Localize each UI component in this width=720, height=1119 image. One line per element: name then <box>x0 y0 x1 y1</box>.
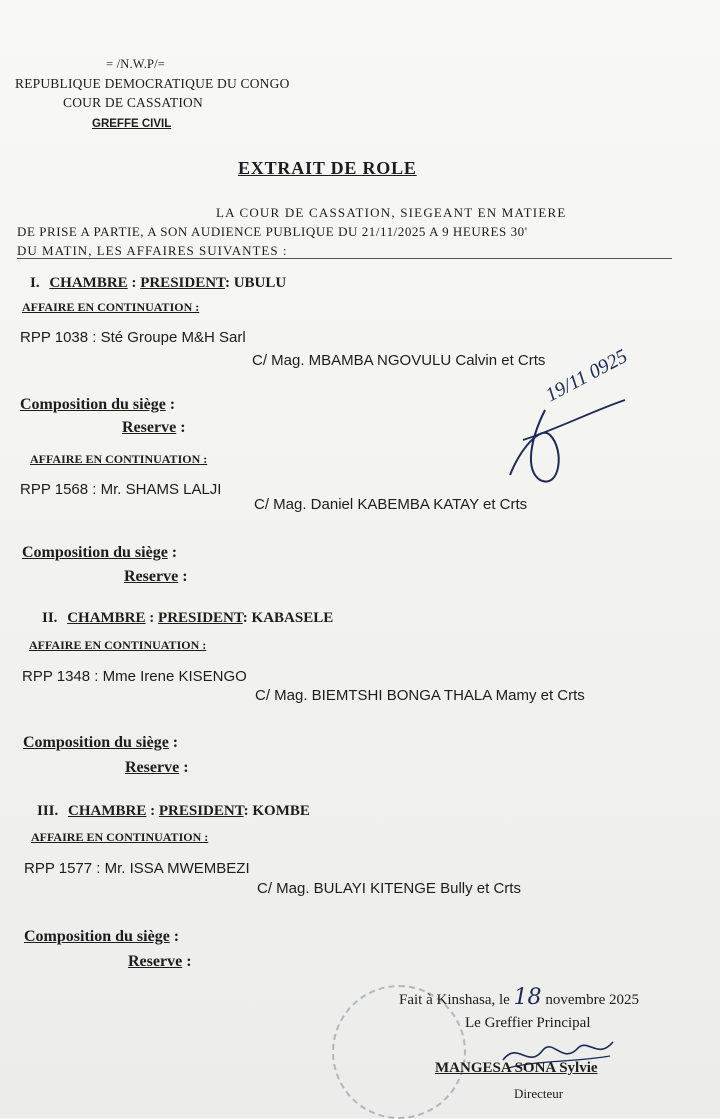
reserve-text: Reserve <box>122 419 177 436</box>
case-rpp: RPP 1568 : Mr. SHAMS LALJI <box>20 481 222 498</box>
intro-line-2: DE PRISE A PARTIE, A SON AUDIENCE PUBLIQUE DU 21/11/2025 A 9 HEURES 30' <box>17 224 528 239</box>
colon: : <box>186 953 192 970</box>
affaire-label: AFFAIRE EN CONTINUATION : <box>31 830 209 844</box>
country-name: REPUBLIQUE DEMOCRATIQUE DU CONGO <box>15 76 290 91</box>
office-name: GREFFE CIVIL <box>92 118 172 130</box>
chamber-numeral: III. <box>37 803 59 819</box>
chamber-heading-3 <box>37 803 310 820</box>
colon: : <box>173 928 180 945</box>
reserve-text: Reserve <box>128 953 183 970</box>
colon: : <box>224 275 230 291</box>
case-rpp: RPP 1348 : Mme Irene KISENGO <box>22 668 247 685</box>
composition-text: Composition du siège <box>23 734 169 751</box>
handwritten-day: 18 <box>513 985 542 1010</box>
colon: : <box>172 734 179 751</box>
case-against: C/ Mag. MBAMBA NGOVULU Calvin et Crts <box>252 352 546 369</box>
intro-line-1: LA COUR DE CASSATION, SIEGEANT EN MATIERE <box>216 205 567 220</box>
court-name: COUR DE CASSATION <box>63 95 203 110</box>
reserve-text: Reserve <box>124 568 179 585</box>
signatory-name: MANGESA SONA Sylvie <box>435 1060 598 1076</box>
composition-label <box>20 396 175 414</box>
reserve-label <box>128 953 192 971</box>
month-year: novembre 2025 <box>545 992 640 1008</box>
chamber-numeral: II. <box>42 610 58 626</box>
president-name: KABASELE <box>251 610 334 626</box>
chamber-label: CHAMBRE <box>67 610 146 626</box>
composition-text: Composition du siège <box>22 544 168 561</box>
reserve-label <box>125 759 189 777</box>
chamber-heading-1 <box>30 275 286 292</box>
president-label: PRESIDENT <box>140 275 225 291</box>
president-label: PRESIDENT <box>158 803 244 819</box>
colon: : <box>149 610 155 626</box>
president-name: KOMBE <box>252 803 310 819</box>
president-name: UBULU <box>233 275 287 291</box>
reserve-text: Reserve <box>125 759 180 776</box>
intro-underline <box>17 258 672 259</box>
initials-date: 19/11 0925 <box>542 345 631 407</box>
reserve-label <box>124 568 188 586</box>
chamber-numeral: I. <box>30 275 40 291</box>
place-date <box>399 985 639 1010</box>
colon: : <box>171 544 178 561</box>
place-prefix: Fait à Kinshasa, le <box>399 992 510 1008</box>
case-rpp: RPP 1038 : Sté Groupe M&H Sarl <box>20 329 246 346</box>
colon: : <box>183 759 189 776</box>
composition-label <box>24 928 179 946</box>
president-label: PRESIDENT <box>158 610 243 626</box>
composition-label <box>23 734 178 752</box>
reference-code: = /N.W.P/= <box>106 57 166 71</box>
case-against: C/ Mag. Daniel KABEMBA KATAY et Crts <box>254 496 528 513</box>
signatory-grade: Directeur <box>514 1086 564 1101</box>
reserve-label <box>122 419 186 437</box>
colon: : <box>242 610 248 626</box>
affaire-label: AFFAIRE EN CONTINUATION : <box>30 452 208 466</box>
composition-text: Composition du siège <box>24 928 170 945</box>
colon: : <box>150 803 156 819</box>
chamber-heading-2 <box>42 610 333 627</box>
composition-label <box>22 544 177 562</box>
case-against: C/ Mag. BIEMTSHI BONGA THALA Mamy et Crts <box>255 687 585 704</box>
affaire-label: AFFAIRE EN CONTINUATION : <box>29 638 207 652</box>
case-against: C/ Mag. BULAYI KITENGE Bully et Crts <box>257 880 521 897</box>
signatory-role: Le Greffier Principal <box>465 1015 591 1031</box>
affaire-label: AFFAIRE EN CONTINUATION : <box>22 300 200 314</box>
composition-text: Composition du siège <box>20 396 166 413</box>
colon: : <box>180 419 186 436</box>
intro-line-3: DU MATIN, LES AFFAIRES SUIVANTES : <box>17 243 288 258</box>
chamber-label: CHAMBRE <box>68 803 147 819</box>
case-rpp: RPP 1577 : Mr. ISSA MWEMBEZI <box>24 860 250 877</box>
colon: : <box>243 803 249 819</box>
colon: : <box>131 275 137 291</box>
chamber-label: CHAMBRE <box>49 275 128 291</box>
handwritten-initials <box>505 345 655 490</box>
colon: : <box>182 568 188 585</box>
colon: : <box>169 396 176 413</box>
document-title: EXTRAIT DE ROLE <box>238 158 417 178</box>
